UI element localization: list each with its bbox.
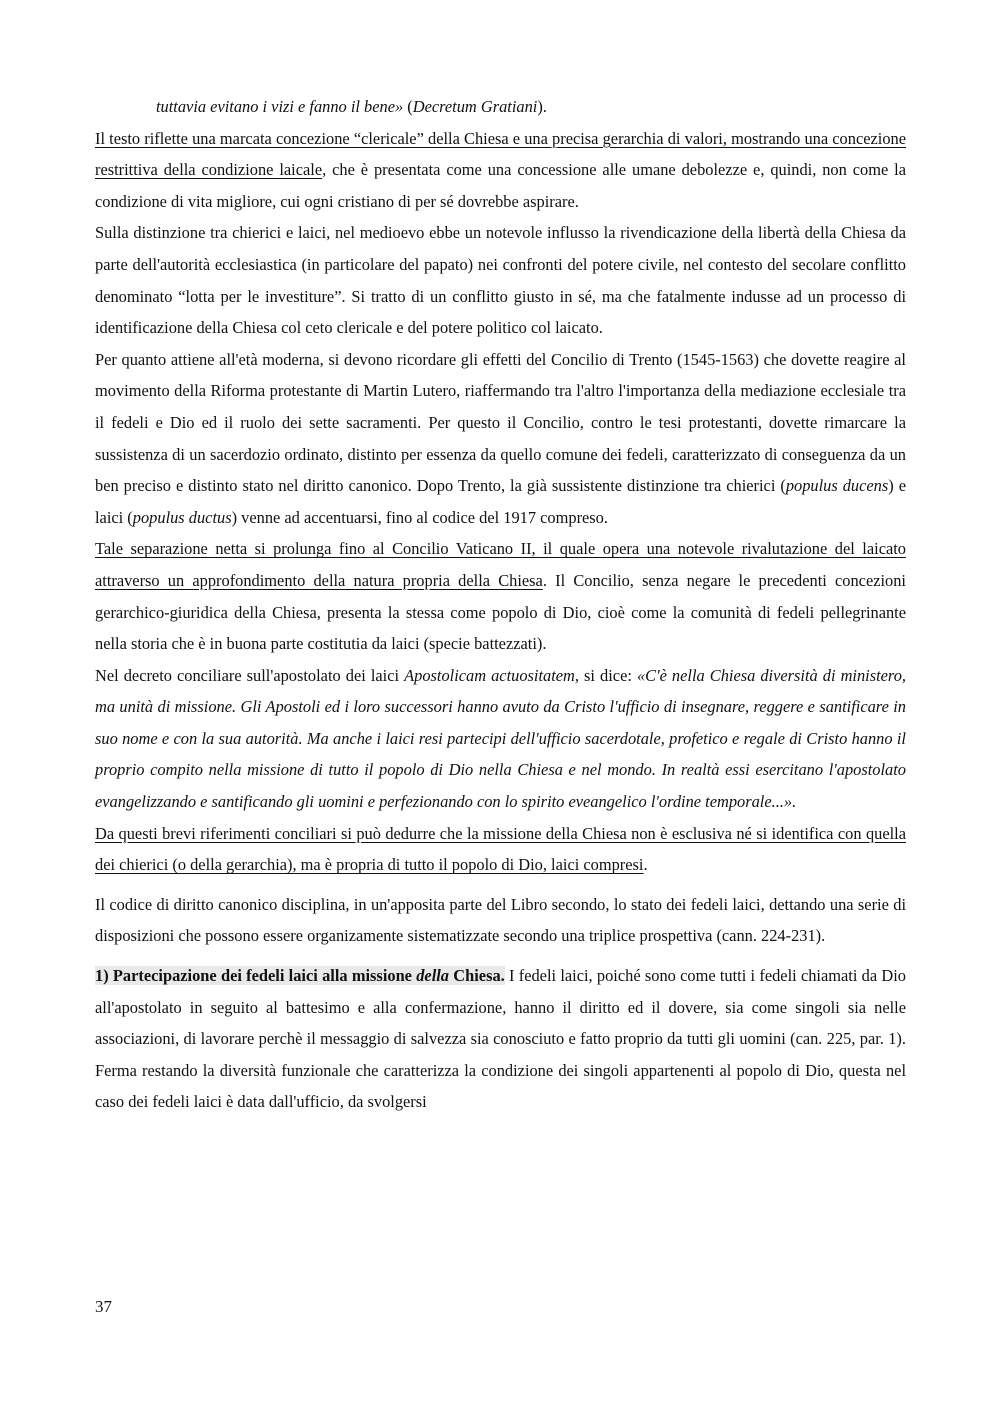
section-heading-text: Chiesa. bbox=[449, 966, 505, 986]
paragraph-decree bbox=[95, 660, 906, 818]
paragraph-modern-age bbox=[95, 344, 906, 534]
paragraph-text: , che è presentata come una concessione alle umane debolezze e, quindi, non come la condizione di vita migliore, cui ogni cristiano di per sé dovrebbe aspirare. bbox=[95, 160, 906, 211]
underlined-passage: Tale separazione netta si prolunga fino al Concilio Vaticano II, il quale opera una notevole rivalutazione del laicato attraverso un approfondimento della natura propria della Chiesa bbox=[95, 539, 906, 590]
paragraph-text: I fedeli laici, poiché sono come tutti i fedeli chiamati da Dio all'apostolato in seguito al battesimo e alla confermazione, hanno il diritto ed il dovere, sia come singoli sia nelle associazioni, di lavorare perchè il messaggio di salvezza sia conosciuto e fatto proprio da tutti gli uomini (can. 225, par. 1). Ferma restando la diversità funzionale che caratterizza la condizione dei singoli appartenenti al popolo di Dio, questa nel caso dei fedeli laici è data dall'ufficio, da svolgersi bbox=[95, 966, 906, 1112]
quote-end: tuttavia evitano i vizi e fanno il bene» bbox=[156, 97, 404, 116]
paragraph-conclusion bbox=[95, 818, 906, 881]
citation-open: ( bbox=[403, 97, 413, 116]
document-body bbox=[95, 91, 906, 1118]
paragraph-participation bbox=[95, 960, 906, 1118]
paragraph-vatican-ii bbox=[95, 533, 906, 659]
paragraph-text: Per quanto attiene all'età moderna, si devono ricordare gli effetti del Concilio di Trento (1545-1563) che dovette reagire al movimento della Riforma protestante di Martin Lutero, riaffermando tra l'altro l'importanza della mediazione ecclesiale tra il fedeli e Dio ed il ruolo dei sette sacramenti. Per questo il Concilio, contro le tesi protestanti, dovette rimarcare la sussistenza di un sacerdozio ordinato, distinto per essenza da quello comune dei fedeli, caratterizzato di conseguenza da un ben preciso e distinto stato nel diritto canonico. Dopo Trento, la già sussistente distinzione tra chierici ( bbox=[95, 349, 906, 496]
paragraph-text: ) e laici ( bbox=[95, 476, 906, 527]
paragraph-text: . bbox=[643, 855, 648, 875]
decree-quote: «C'è nella Chiesa diversità di ministero, ma unità di missione. Gli Apostoli ed i loro successori hanno avuto da Cristo l'ufficio di insegnare, reggere e santificare in suo nome e con la sua autorità. Ma anche i laici resi partecipi dell'ufficio sacerdotale, profetico e regale di Cristo hanno il proprio compito nella missione di tutto il popolo di Dio nella Chiesa e nel mondo. In realtà essi esercitano l'apostolato evangelizzando e santificando gli uomini e perfezionando con lo spirito eveangelico l'ordine temporale...». bbox=[95, 665, 906, 812]
paragraph-medieval bbox=[95, 217, 906, 343]
quote-continuation bbox=[95, 91, 906, 123]
paragraph-text: Nel decreto conciliare sull'apostolato dei laici bbox=[95, 665, 405, 685]
paragraph-text: Il codice di diritto canonico disciplina, in un'apposita parte del Libro secondo, lo stato dei fedeli laici, dettando una serie di disposizioni che possono essere organizamente sistematizzate secondo una triplice prospettiva (cann. 224-231). bbox=[95, 894, 906, 946]
citation-close: ). bbox=[537, 97, 547, 116]
decree-title: Apostolicam actuositatem bbox=[404, 665, 575, 685]
latin-term: populus ductus bbox=[132, 507, 232, 527]
underlined-passage: Il testo riflette una marcata concezione “clericale” della Chiesa e una precisa gerarchia di valori, mostrando una concezione restrittiva della condizione laicale bbox=[95, 128, 906, 180]
section-heading-italic: della bbox=[416, 966, 450, 986]
paragraph-clerical-concept bbox=[95, 123, 906, 218]
paragraph-canon-law bbox=[95, 889, 906, 952]
page-number: 37 bbox=[95, 1297, 112, 1316]
paragraph-text: . Il Concilio, senza negare le precedenti concezioni gerarchico-giuridica della Chiesa, presenta la stessa come popolo di Dio, cioè come la comunità di fedeli pellegrinante nella storia che è in buona parte costitutia da laici (specie battezzati). bbox=[95, 570, 906, 654]
paragraph-text: Sulla distinzione tra chierici e laici, nel medioevo ebbe un notevole influsso la rivendicazione della libertà della Chiesa da parte dell'autorità ecclesiastica (in particolare del papato) nei confronti del potere civile, nel contesto del secolare conflitto denominato “lotta per le investiture”. Si tratto di un conflitto giusto in sé, ma che fatalmente indusse ad un processo di identificazione della Chiesa col ceto clericale e del potere politico col laicato. bbox=[95, 223, 906, 338]
latin-term: populus ducens bbox=[785, 476, 889, 496]
section-heading-text: 1) Partecipazione dei fedeli laici alla missione bbox=[95, 966, 417, 986]
underlined-passage: Da questi brevi riferimenti conciliari si può dedurre che la missione della Chiesa non è esclusiva né si identifica con quella dei chierici (o della gerarchia), ma è propria di tutto il popolo di Dio, laici compresi bbox=[95, 823, 906, 875]
citation-source: Decretum Gratiani bbox=[412, 97, 538, 116]
section-heading bbox=[95, 966, 505, 985]
paragraph-text: ) venne ad accentuarsi, fino al codice del 1917 compreso. bbox=[231, 507, 608, 527]
paragraph-text: , si dice: bbox=[574, 665, 637, 685]
